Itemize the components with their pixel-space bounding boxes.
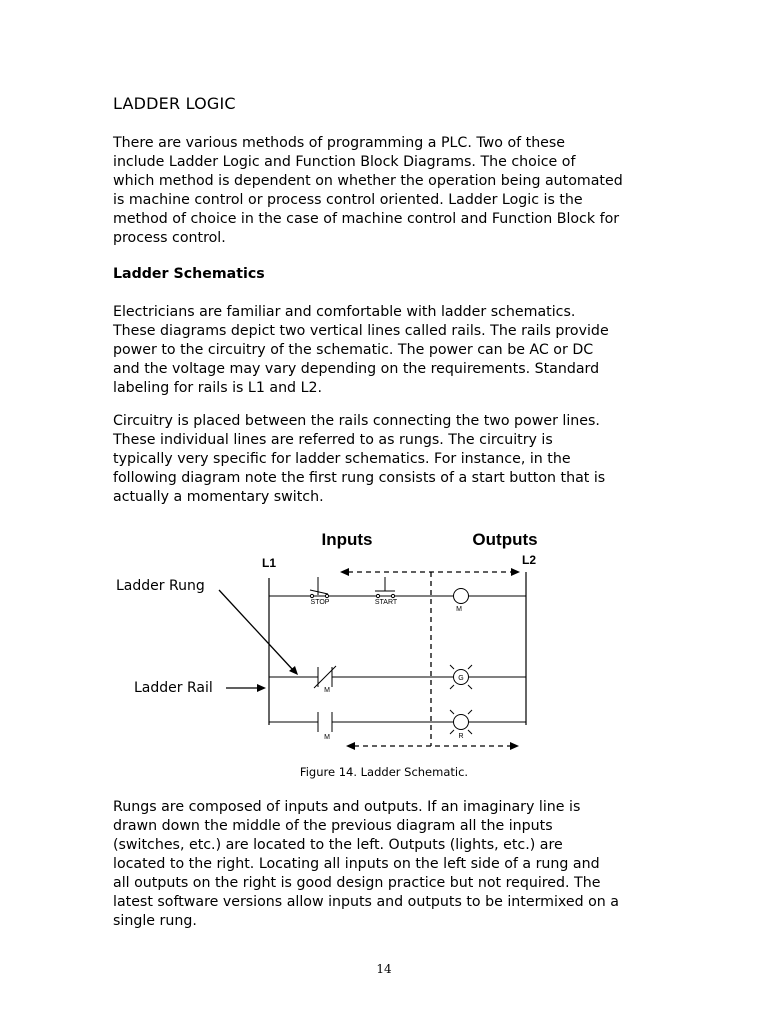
inputs-outputs-arrow-top [340, 568, 520, 576]
text-line: power to the circuitry of the schematic. The power can be AC or DC [113, 342, 594, 358]
text-line: all outputs on the right is good design practice but not required. The [113, 875, 601, 891]
text-line: There are various methods of programming a PLC. Two of these [113, 135, 566, 151]
text-line: process control. [113, 230, 226, 246]
text-line: and the voltage may vary depending on the requirements. Standard [113, 361, 600, 377]
paragraph-rungs [113, 798, 673, 931]
ladder-rail-label: Ladder Rail [134, 680, 213, 696]
paragraph-circuitry [113, 412, 673, 507]
ladder-schematic-diagram [0, 520, 768, 760]
stop-button-icon [310, 577, 329, 598]
rung-2 [269, 665, 526, 689]
red-light-icon [454, 715, 469, 730]
text-line: These individual lines are referred to as rungs. The circuitry is [113, 432, 553, 448]
rung-1 [269, 577, 526, 604]
figure-caption: Figure 14. Ladder Schematic. [299, 765, 469, 779]
outputs-label: Outputs [472, 530, 538, 549]
text-line: Circuitry is placed between the rails connecting the two power lines. [113, 413, 600, 429]
rung-3 [269, 710, 526, 734]
text-line: latest software versions allow inputs and outputs to be intermixed on a [113, 894, 620, 910]
text-line: (switches, etc.) are located to the left. Outputs (lights, etc.) are [113, 837, 563, 853]
contact-no-m-label: M [324, 734, 330, 741]
start-label: START [374, 599, 398, 606]
contact-nc-m-label: M [324, 687, 330, 694]
text-line: following diagram note the first rung consists of a start button that is [113, 470, 606, 486]
text-line: drawn down the middle of the previous diagram all the inputs [113, 818, 553, 834]
coil-m-icon [454, 589, 469, 604]
stop-label: STOP [310, 599, 330, 606]
inputs-label: Inputs [321, 530, 373, 549]
light-r-label: R [458, 733, 464, 740]
ladder-rail-arrow [226, 684, 266, 692]
light-g-label: G [458, 675, 464, 682]
subheading-ladder-schematics: Ladder Schematics [113, 266, 265, 282]
text-line: actually a momentary switch. [113, 489, 324, 505]
text-line: labeling for rails is L1 and L2. [113, 380, 323, 396]
text-line: is machine control or process control oriented. Ladder Logic is the [113, 192, 583, 208]
coil-m-label: M [456, 606, 462, 613]
ladder-rung-arrow [219, 590, 298, 675]
ladder-rung-label: Ladder Rung [116, 578, 205, 594]
text-line: which method is dependent on whether the operation being automated [113, 173, 623, 189]
paragraph-schematics [113, 303, 673, 398]
text-line: Electricians are familiar and comfortable with ladder schematics. [113, 304, 576, 320]
paragraph-intro [113, 134, 673, 248]
inputs-outputs-arrow-bottom [346, 742, 519, 750]
text-line: These diagrams depict two vertical lines called rails. The rails provide [113, 323, 609, 339]
text-line: method of choice in the case of machine control and Function Block for [113, 211, 620, 227]
page-number: 14 [376, 962, 392, 976]
page-heading: LADDER LOGIC [113, 94, 236, 113]
text-line: located to the right. Locating all inputs on the left side of a rung and [113, 856, 600, 872]
rail-l2-label: L2 [522, 553, 537, 567]
text-line: include Ladder Logic and Function Block Diagrams. The choice of [113, 154, 576, 170]
text-line: Rungs are composed of inputs and outputs. If an imaginary line is [113, 799, 581, 815]
rail-l1-label: L1 [262, 556, 277, 570]
text-line: typically very specific for ladder schematics. For instance, in the [113, 451, 571, 467]
text-line: single rung. [113, 913, 197, 929]
start-button-icon [375, 577, 395, 598]
